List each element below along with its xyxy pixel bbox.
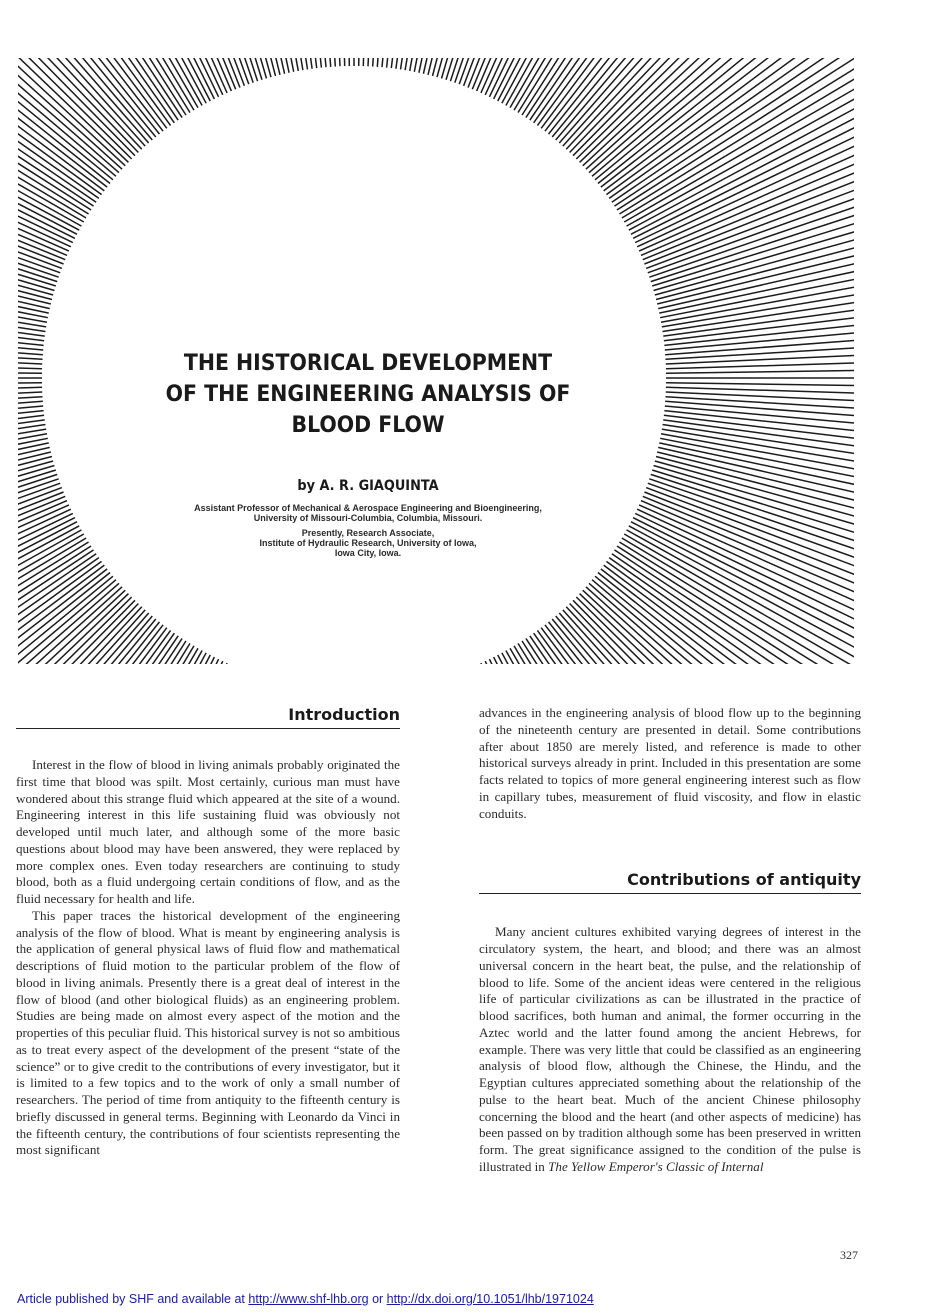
title-banner — [18, 58, 854, 664]
title-line-2: OF THE ENGINEERING ANALYSIS OF — [165, 382, 571, 407]
affiliation-line-5: Iowa City, Iowa. — [334, 548, 402, 558]
right-column — [479, 705, 861, 1176]
introduction-paragraph-1: Interest in the flow of blood in living animals probably originated the first time that blood was spilt. Most certainly, curious man must have wondered about this strange fluid which appeared at the site of a wound. Engineering interest in this life sustaining fluid was obviously not developed until much later, and although some of the more basic questions about blood may have been answered, they were replaced by more complex ones. Even today researchers are continuing to study blood, both as a fluid undergoing certain conditions of flow, and as the fluid necessary for health and life. — [16, 757, 400, 906]
author-affiliation — [118, 503, 618, 558]
publication-footer — [17, 1292, 594, 1306]
introduction-heading: Introduction — [16, 705, 400, 729]
introduction-paragraph-2: This paper traces the historical development of the engineering analysis of the flow of blood. What is meant by engineering analysis is the application of general physical laws of fluid flow and mathematical descriptions of fluid motion to the particular problem of the flow of blood in living animals. Presently there is a great deal of interest in the flow of blood (and other biological fluids) as an engineering problem. Studies are being made on almost every aspect of the motion and the properties of this peculiar fluid. This historical survey is not so ambitious as to treat every aspect of the development of the present “state of the science” or to give credit to the contributions of every investigator, but it is limited to a few topics and to the work of only a small number of researchers. The period of time from antiquity to the fifteenth century is briefly discussed in general terms. Beginning with Leonardo da Vinci in the fifteenth century, the contributions of four scientists representing the most significant — [16, 907, 400, 1158]
book-title-italic: The Yellow Emperor's Classic of Internal — [548, 1158, 764, 1174]
title-line-3: BLOOD FLOW — [291, 413, 445, 438]
affiliation-line-2: University of Missouri-Columbia, Columbia, Missouri. — [253, 513, 483, 523]
page-number: 327 — [840, 1248, 858, 1262]
antiquity-paragraph-text: Many ancient cultures exhibited varying degrees of interest in the circulatory system, the heart, and blood; and there was an almost universal concern in the heart beat, the pulse, and the relationship of blood to life. Some of the ancient ideas were centered in the religious life of particular civilizations as can be illustrated in the practice of blood sacrifices, both human and animal, the former occurring in the Aztec world and the latter found among the ancient Hebrews, for example. There was very little that could be classified as an engineering analysis of blood flow, although the Chinese, the Hindu, and the Egyptian cultures appreciated something about the relationship of the pulse to the heart beat. Much of the ancient Chinese philosophy concerning the blood and the heart (and other aspects of medicine) has been passed on by tradition although some has been preserved in written form. The great significance assigned to the condition of the pulse is illustrated in — [479, 924, 861, 1174]
left-column — [16, 705, 400, 1159]
shf-lhb-link[interactable]: http://www.shf-lhb.org — [248, 1292, 369, 1306]
title-line-1: THE HISTORICAL DEVELOPMENT — [183, 351, 553, 376]
affiliation-line-4: Institute of Hydraulic Research, University of Iowa, — [259, 538, 477, 548]
antiquity-paragraph — [479, 924, 861, 1175]
footer-prefix: Article published by SHF and available at — [17, 1292, 249, 1306]
doi-link[interactable]: http://dx.doi.org/10.1051/lhb/1971024 — [386, 1292, 594, 1306]
antiquity-heading: Contributions of antiquity — [479, 870, 861, 894]
affiliation-line-1: Assistant Professor of Mechanical & Aerospace Engineering and Bioengineering, — [194, 503, 542, 513]
introduction-continuation: advances in the engineering analysis of blood flow up to the beginning of the nineteenth century are presented in detail. Some contributions after about 1850 are merely listed, and reference is made to other historical surveys already in print. Included in this presentation are some facts related to topics of more general engineering interest such as flow in capillary tubes, measurement of fluid viscosity, and flow in elastic conduits. — [479, 705, 861, 821]
author-byline: by A. R. GIAQUINTA — [297, 478, 439, 494]
article-title — [138, 348, 598, 441]
affiliation-line-3: Presently, Research Associate, — [301, 528, 435, 538]
footer-middle: or — [368, 1292, 387, 1306]
